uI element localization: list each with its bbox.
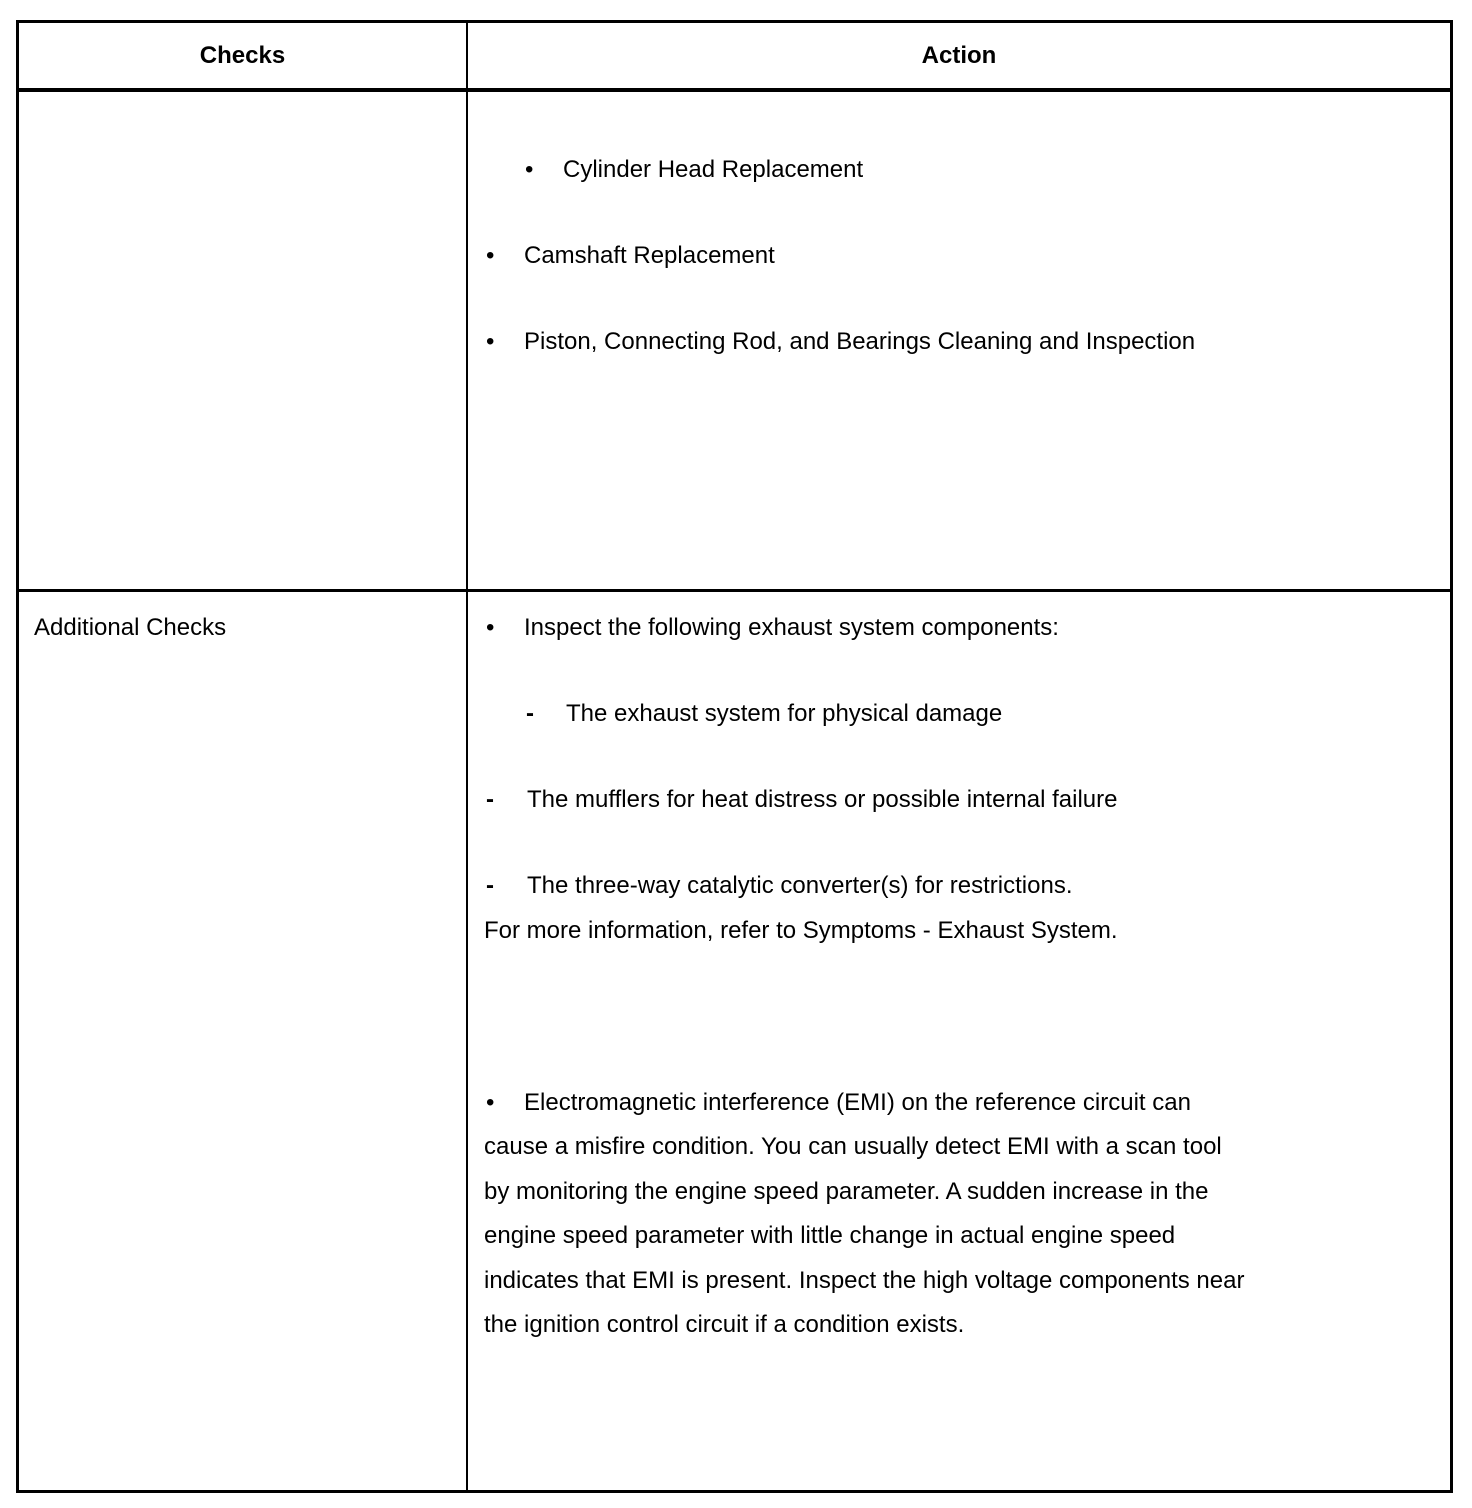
list-item: Camshaft Replacement — [524, 242, 775, 269]
bullet-marker: • — [486, 1089, 495, 1116]
header-checks: Checks — [199, 42, 286, 69]
header-action: Action — [921, 42, 997, 69]
emi-paragraph-line: Electromagnetic interference (EMI) on the reference circuit can — [524, 1089, 1191, 1116]
list-item: The exhaust system for physical damage — [566, 700, 1003, 727]
table-border-bottom — [17, 1490, 1453, 1493]
row-divider — [17, 589, 1453, 592]
list-item: Inspect the following exhaust system components: — [524, 614, 1059, 641]
table-border-left — [16, 20, 19, 1493]
column-divider — [466, 20, 468, 1493]
header-divider — [17, 88, 1453, 92]
check-label: Additional Checks — [34, 614, 227, 641]
dash-marker: - — [486, 872, 494, 899]
emi-paragraph-line: the ignition control circuit if a condition exists. — [484, 1311, 965, 1338]
table-border-right — [1450, 20, 1453, 1493]
emi-paragraph-line: cause a misfire condition. You can usually detect EMI with a scan tool — [484, 1133, 1222, 1160]
bullet-marker: • — [486, 328, 495, 355]
bullet-marker: • — [525, 156, 534, 183]
bullet-marker: • — [486, 614, 495, 641]
list-item: The mufflers for heat distress or possible internal failure — [527, 786, 1118, 813]
emi-paragraph-line: by monitoring the engine speed parameter. A sudden increase in the — [484, 1178, 1209, 1205]
reference-note: For more information, refer to Symptoms - Exhaust System. — [484, 917, 1118, 944]
list-item: Piston, Connecting Rod, and Bearings Cleaning and Inspection — [524, 328, 1196, 355]
table-border-top — [17, 20, 1453, 23]
dash-marker: - — [486, 786, 494, 813]
dash-marker: - — [526, 700, 534, 727]
emi-paragraph-line: indicates that EMI is present. Inspect the high voltage components near — [484, 1267, 1245, 1294]
list-item: Cylinder Head Replacement — [563, 156, 864, 183]
emi-paragraph-line: engine speed parameter with little change in actual engine speed — [484, 1222, 1176, 1249]
list-item: The three-way catalytic converter(s) for restrictions. — [527, 872, 1073, 899]
bullet-marker: • — [486, 242, 495, 269]
